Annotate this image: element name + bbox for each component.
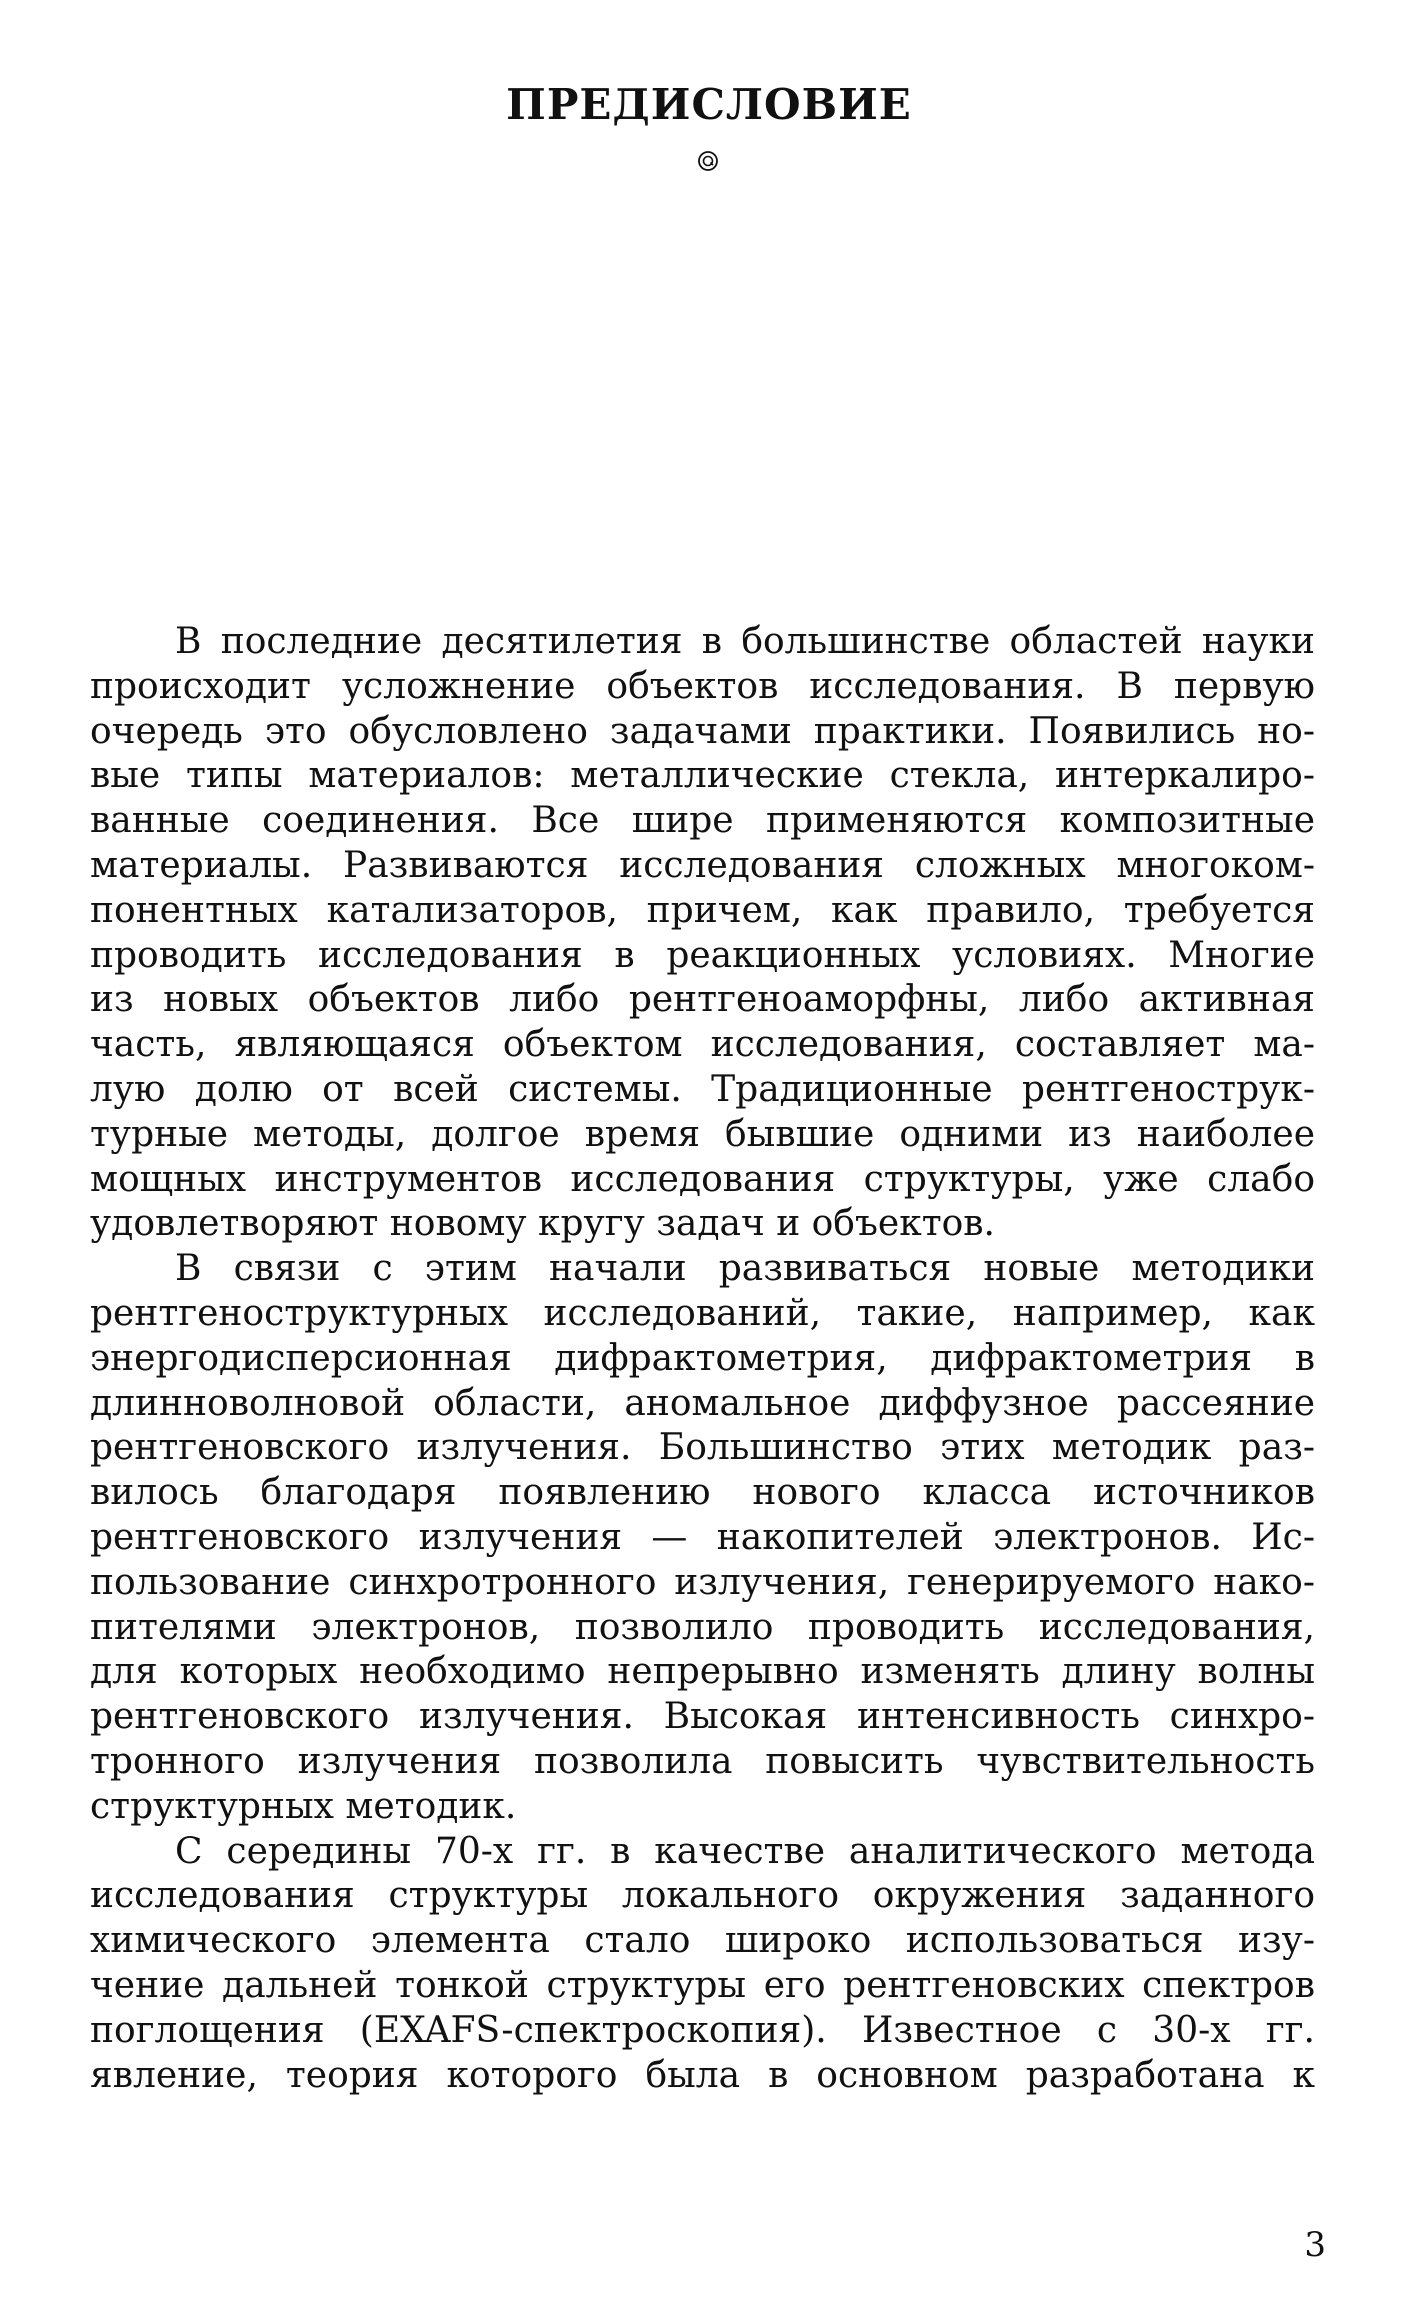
text-line: часть, являющаяся объектом исследования, составляет ма-	[90, 1024, 1315, 1066]
text-line: энергодисперсионная дифрактометрия, дифрактометрия в	[90, 1337, 1315, 1379]
text-line: очередь это обусловлено задачами практики. Появились но-	[90, 710, 1315, 752]
text-line: турные методы, долгое время бывшие одними из наиболее	[90, 1113, 1315, 1155]
text-line: лую долю от всей системы. Традиционные рентгенострук-	[90, 1068, 1315, 1110]
page-title: ПРЕДИСЛОВИЕ	[506, 80, 912, 129]
text-line: В последние десятилетия в большинстве областей науки	[175, 621, 1315, 662]
paragraph	[90, 1247, 1315, 1829]
text-line: В связи с этим начали развиваться новые методики	[175, 1248, 1315, 1290]
text-line: рентгеноструктурных исследований, такие, например, как	[90, 1292, 1315, 1334]
text-line: мощных инструментов исследования структуры, уже слабо	[90, 1158, 1315, 1200]
text-line: рентгеновского излучения — накопителей электронов. Ис-	[90, 1516, 1315, 1558]
text-line: вилось благодаря появлению нового класса источников	[90, 1472, 1315, 1514]
text-line: проводить исследования в реакционных условиях. Многие	[90, 934, 1315, 976]
text-line: рентгеновского излучения. Высокая интенсивность синхро-	[90, 1696, 1315, 1738]
text-line: С середины 70-х гг. в качестве аналитического метода	[175, 1830, 1315, 1872]
body-text	[90, 620, 1315, 2098]
page-number: 3	[1304, 2225, 1326, 2265]
text-line: из новых объектов либо рентгеноаморфны, либо активная	[90, 979, 1315, 1021]
paragraph	[90, 620, 1315, 1247]
text-line: пользование синхротронного излучения, генерируемого нако-	[90, 1561, 1315, 1603]
text-line: исследования структуры локального окружения заданного	[90, 1875, 1315, 1917]
paragraph	[90, 1830, 1315, 2099]
text-line: материалы. Развиваются исследования сложных многоком-	[90, 844, 1315, 886]
text-line: длинноволновой области, аномальное диффузное рассеяние	[90, 1382, 1315, 1424]
text-line: пителями электронов, позволило проводить исследования,	[90, 1606, 1315, 1648]
library-stamp-icon	[697, 150, 719, 172]
text-line: тронного излучения позволила повысить чувствительность	[90, 1740, 1315, 1782]
text-line: удовлетворяют новому кругу задач и объектов.	[90, 1203, 995, 1245]
text-line: происходит усложнение объектов исследования. В первую	[90, 665, 1315, 707]
text-line: явление, теория которого была в основном разработана к	[90, 2054, 1315, 2096]
text-line: структурных методик.	[90, 1785, 517, 1827]
text-line: ванные соединения. Все шире применяются композитные	[90, 800, 1315, 842]
text-line: рентгеновского излучения. Большинство этих методик раз-	[90, 1427, 1315, 1469]
text-line: для которых необходимо непрерывно изменять длину волны	[90, 1651, 1315, 1693]
text-line: поглощения (EXAFS-спектроскопия). Известное с 30-х гг.	[90, 2009, 1315, 2051]
text-line: вые типы материалов: металлические стекла, интеркалиро-	[90, 755, 1315, 797]
text-line: понентных катализаторов, причем, как правило, требуется	[90, 889, 1315, 931]
text-line: чение дальней тонкой структуры его рентгеновских спектров	[90, 1964, 1315, 2006]
text-line: химического элемента стало широко использоваться изу-	[90, 1920, 1315, 1962]
